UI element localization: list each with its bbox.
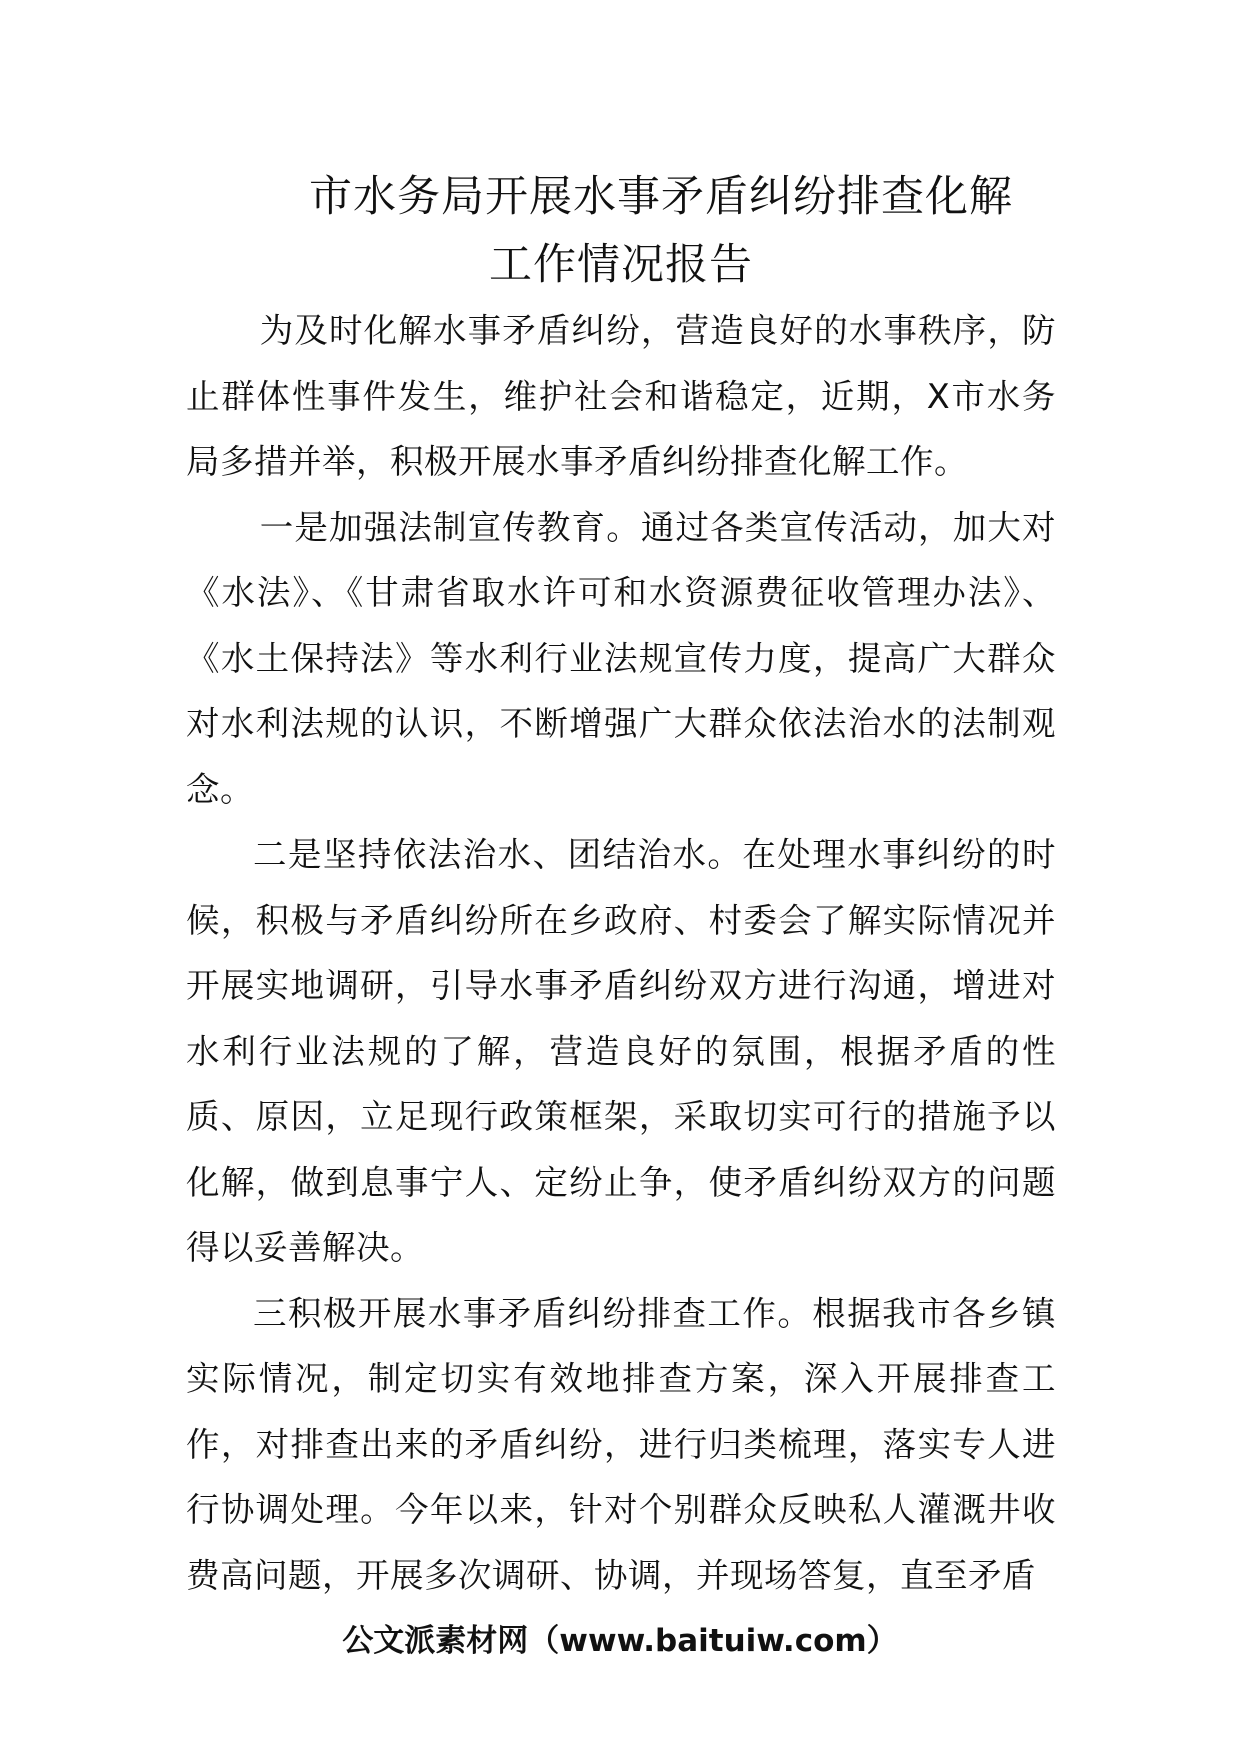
paragraph-point-one: 一是加强法制宣传教育。通过各类宣传活动，加大对《水法》、《甘肃省取水许可和水资源费征收管理办法》、《水土保持法》等水利行业法规宣传力度，提高广大群众对水利法规的认识，不断增强广大群众依法治水的法制观念。 — [186, 507, 1056, 809]
footer-watermark: 公文派素材网（www.baituiw.com） — [342, 1623, 898, 1659]
document-body — [186, 298, 1056, 1608]
paragraph-point-three: 三积极开展水事矛盾纠纷排查工作。根据我市各乡镇实际情况，制定切实有效地排查方案，深入开展排查工作，对排查出来的矛盾纠纷，进行归类梳理，落实专人进行协调处理。今年以来，针对个别群众反映私人灌溉井收费高问题，开展多次调研、协调，并现场答复，直至矛盾 — [186, 1293, 1056, 1595]
document-title-line-1: 市水务局开展水事矛盾纠纷排查化解 — [309, 172, 1013, 222]
paragraph-intro: 为及时化解水事矛盾纠纷，营造良好的水事秩序，防止群体性事件发生，维护社会和谐稳定，近期，X市水务局多措并举，积极开展水事矛盾纠纷排查化解工作。 — [186, 311, 1056, 481]
paragraph-point-two: 二是坚持依法治水、团结治水。在处理水事纠纷的时候，积极与矛盾纠纷所在乡政府、村委会了解实际情况并开展实地调研，引导水事矛盾纠纷双方进行沟通，增进对水利行业法规的了解，营造良好的氛围，根据矛盾的性质、原因，立足现行政策框架，采取切实可行的措施予以化解，做到息事宁人、定纷止争，使矛盾纠纷双方的问题得以妥善解决。 — [186, 835, 1056, 1267]
document-title-line-2: 工作情况报告 — [489, 240, 753, 290]
